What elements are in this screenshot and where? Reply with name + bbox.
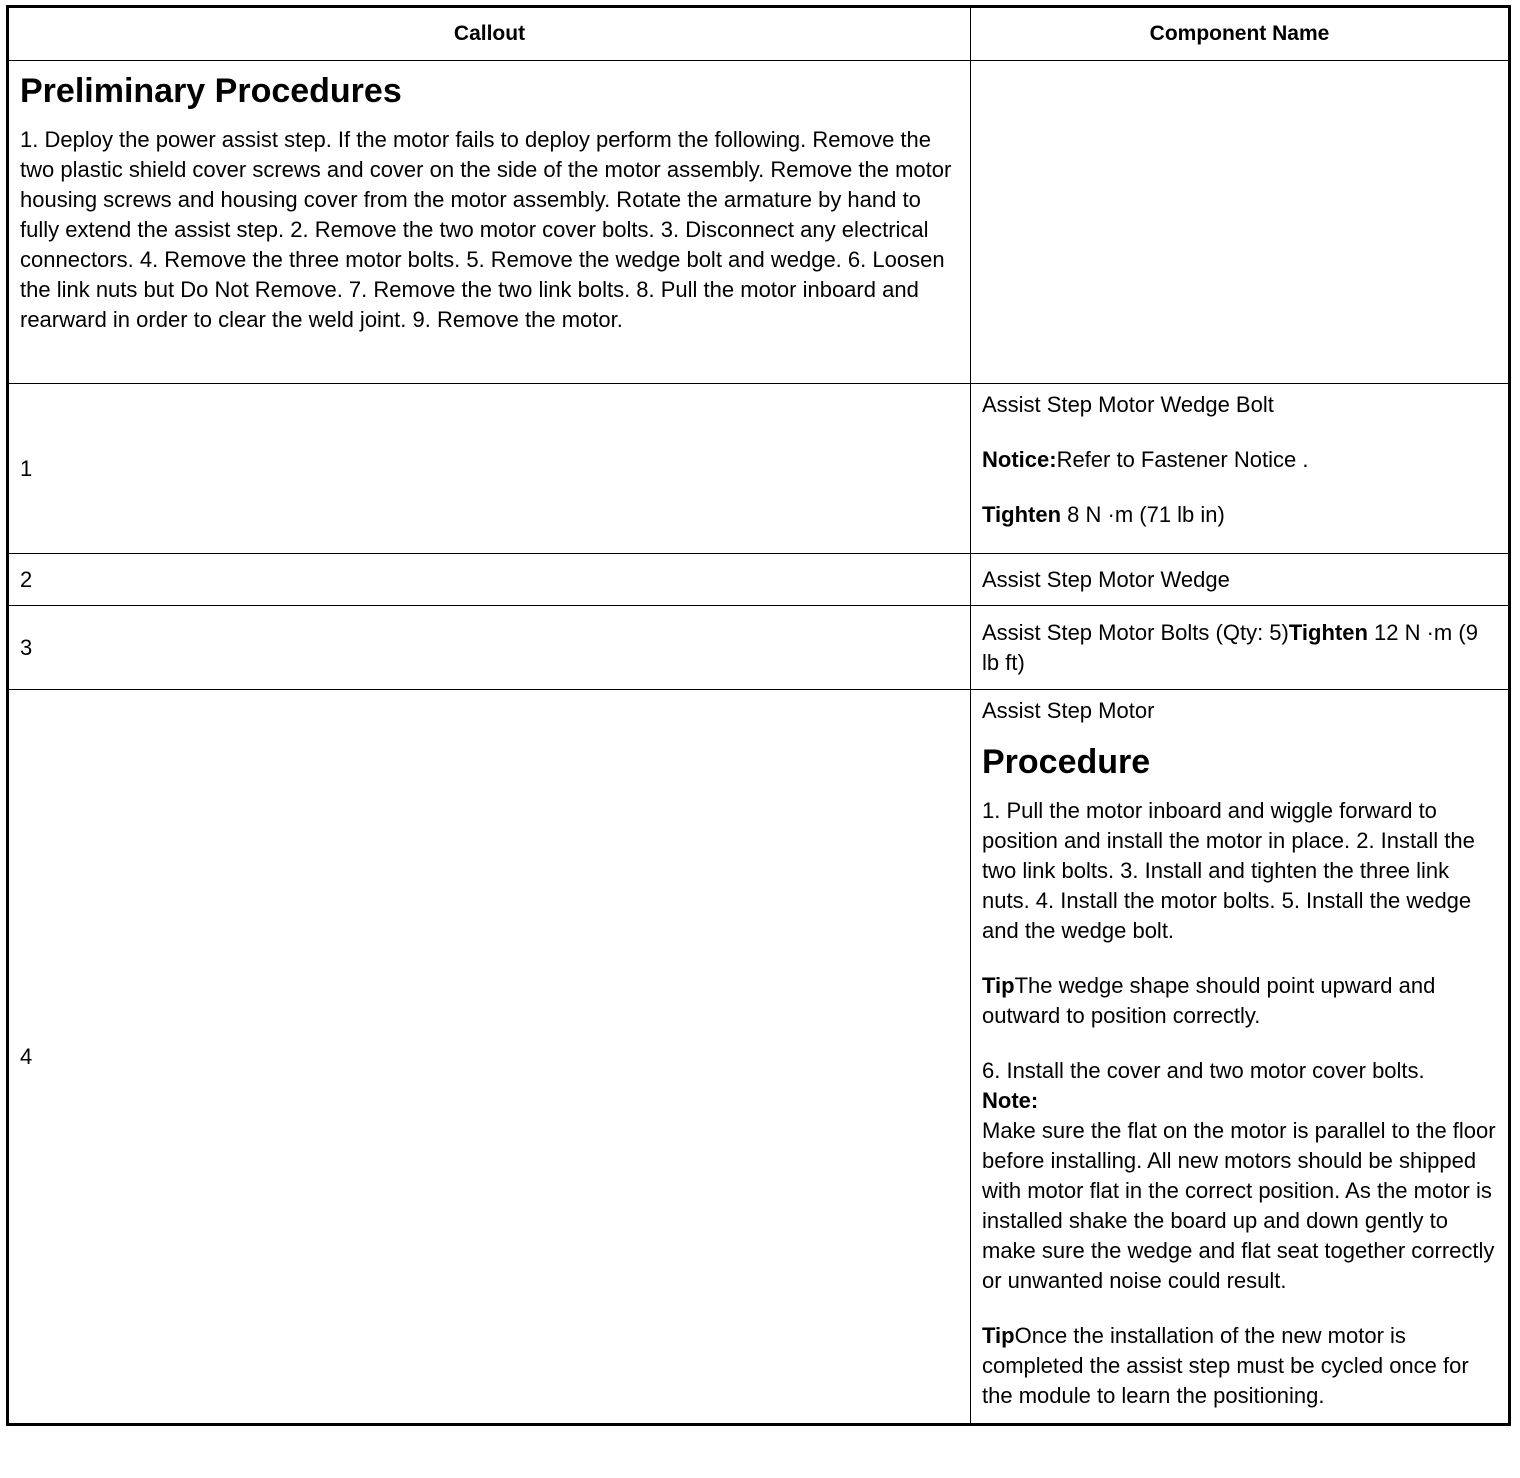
tighten-label: Tighten	[1288, 619, 1368, 645]
tighten-text: 12 N ·m (9 lb ft)	[982, 619, 1478, 675]
preliminary-empty-cell	[971, 61, 1510, 384]
step-6-text: 6. Install the cover and two motor cover bolts.	[982, 1058, 1425, 1083]
notice-text: Refer to Fastener Notice .	[1056, 447, 1309, 472]
note-text: Make sure the flat on the motor is parallel to the floor before installing. All new motors should be shipped with motor flat in the correct position. As the motor is installed shake the board up and down gently to make sure the wedge and flat seat together correctly or unwanted noise could result.	[982, 1118, 1496, 1293]
component-cell	[971, 690, 1510, 1425]
callout-cell: 1	[8, 384, 971, 554]
component-name: Assist Step Motor Wedge Bolt	[982, 392, 1274, 417]
procedure-text: 1. Pull the motor inboard and wiggle forward to position and install the motor in place. 2. Install the two link bolts. 3. Install and tighten the three link nuts. 4. Install the motor bolts. 5. Install the wedge and the wedge bolt.	[982, 798, 1475, 943]
tip-text: The wedge shape should point upward and outward to position correctly.	[982, 973, 1436, 1028]
note-label: Note:	[982, 1088, 1039, 1113]
tip-line	[982, 1321, 1497, 1411]
table-row	[8, 554, 1510, 606]
component-name: Assist Step Motor Wedge	[971, 554, 1510, 606]
preliminary-title: Preliminary Procedures	[20, 72, 402, 110]
component-name: Assist Step Motor	[982, 698, 1155, 723]
component-name: Assist Step Motor Bolts (Qty: 5)	[982, 619, 1289, 645]
procedure-title: Procedure	[982, 743, 1151, 781]
header-callout: Callout	[8, 7, 971, 61]
tip-line	[982, 971, 1497, 1031]
preliminary-text: 1. Deploy the power assist step. If the motor fails to deploy perform the following. Remove the two plastic shield cover screws and cover on the side of the motor assembly. Remove the motor housing screws and housing cover from the motor assembly. Rotate the armature by hand to fully extend the assist step. 2. Remove the two motor cover bolts. 3. Disconnect any electrical connectors. 4. Remove the three motor bolts. 5. Remove the wedge bolt and wedge. 6. Loosen the link nuts but Do Not Remove. 7. Remove the two link bolts. 8. Pull the motor inboard and rearward in order to clear the weld joint. 9. Remove the motor.	[20, 127, 952, 332]
header-row	[8, 7, 1510, 61]
preliminary-row	[8, 61, 1510, 384]
component-cell	[971, 606, 1510, 690]
tip-text: Once the installation of the new motor is completed the assist step must be cycled once for the module to learn the positioning.	[982, 1323, 1469, 1408]
tighten-text: 8 N ·m (71 lb in)	[1061, 502, 1225, 527]
preliminary-cell	[8, 61, 971, 384]
notice-line	[982, 445, 1497, 475]
callout-table	[6, 5, 1511, 1426]
callout-cell: 3	[8, 606, 971, 690]
callout-cell: 2	[8, 554, 971, 606]
tip-label: Tip	[982, 973, 1015, 998]
notice-label: Notice:	[982, 447, 1057, 472]
header-component-name: Component Name	[971, 7, 1510, 61]
tip-label: Tip	[982, 1323, 1015, 1348]
callout-cell: 4	[8, 690, 971, 1425]
tighten-label: Tighten	[982, 502, 1062, 527]
component-cell	[971, 384, 1510, 554]
tighten-line	[982, 500, 1497, 530]
table-row	[8, 606, 1510, 690]
table-row	[8, 384, 1510, 554]
table-row	[8, 690, 1510, 1425]
